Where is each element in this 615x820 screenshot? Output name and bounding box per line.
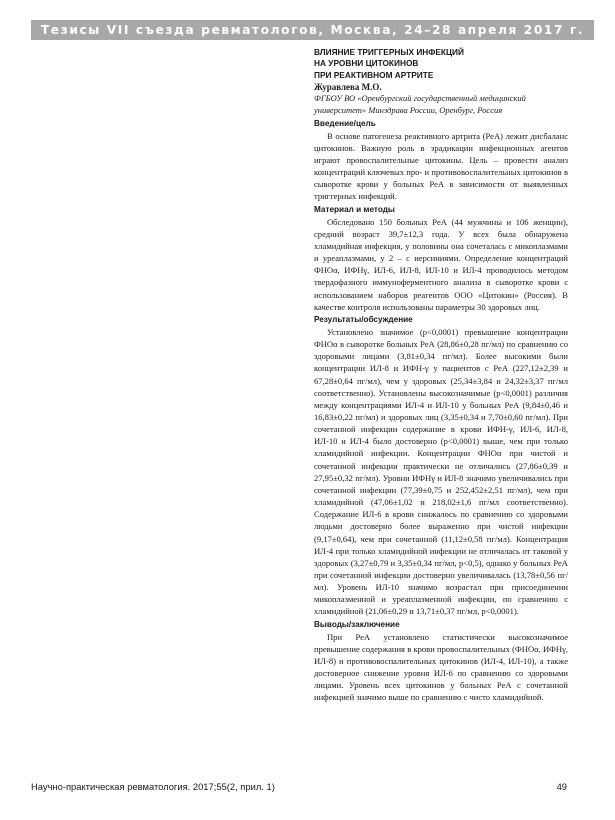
section-heading-intro: Введение/цель xyxy=(314,118,376,128)
author: Журавлева М.О. xyxy=(314,81,382,92)
section-conclusion-text: При РеА установлено статистически высокозначимое превышение содержания в крови провоспалительных (ФНОα, ИФНγ, ИЛ-8) и противовоспалительных цитокинов (ИЛ-4, ИЛ-10), а также достоверное снижение уровня ИЛ-6 по сравнению со здоровыми лицами. Уровень всех цитокинов у больных РеА с сочетанной инфекцией значимо выше по сравнению с чисто хламидийной. xyxy=(314,631,568,703)
abstract-column xyxy=(314,47,568,704)
journal-citation: Научно-практическая ревматология. 2017;55(2, прил. 1) xyxy=(31,781,275,792)
section-heading-results: Результаты/обсуждение xyxy=(314,314,413,324)
conference-banner: Тезисы VII съезда ревматологов, Москва, 24–28 апреля 2017 г. xyxy=(31,20,594,40)
section-results-text: Установлено значимое (р<0,0001) превышение концентрации ФНОα в сыворотке больных РеА (28,86±0,28 пг/мл) по сравнению со здоровыми лицами (3,81±0,34 пг/мл). Более высокими были концентрации ИЛ-8 и ИФН-γ у пациентов с РеА (227,12±2,39 и 67,28±0,64 пг/мл), чем у здоровых (25,34±3,84 и 24,32±3,37 пг/мл соответственно). Установлены высокозначимые (р<0,0001) различия между концентрациями ИЛ-4 и ИЛ-10 у больных РеА (9,84±0,46 и 16,83±0,22 пг/мл) и здоровых лиц (3,35±0,34 и 7,70±0,60 пг/мл). При сочетанной инфекции содержание в крови ИФН-γ, ИЛ-6, ИЛ-8, ИЛ-10 и ИЛ-4 было достоверно (р<0,0001) выше, чем при только хламидийной инфекции. Концентрации ФНОα при чистой и сочетанной инфекции практически не отличались (27,86±0,39 и 27,95±0,32 пг/мл). Уровни ИФНγ и ИЛ-8 значимо увеличивались при сочетанной инфекции (77,39±0,75 и 252,452±2,51 пг/мл), чем при хламидийной (47,06±1,02 и 218,02±1,6 пг/мл соответственно). Содержание ИЛ-6 в крови снижалось по сравнению со здоровыми людьми достоверно более выраженно при чистой инфекции (9,17±0,64), чем при сочетанной (11,12±0,58 пг/мл). Концентрация ИЛ-4 при только хламидийной инфекции не отличалась от таковой у здоровых (3,27±0,79 и 3,35±0,34 пг/мл, р<0,5), однако у больных РеА при сочетанной инфекции достоверно увеличивалась (13,78±0,56 пг/мл). Уровень ИЛ-10 значимо возрастал при присоединении микоплазменной и уреаплазменной инфекции, по сравнению с хламидийной (21,06±0,29 и 13,71±0,37 пг/мл, р<0,0001). xyxy=(314,326,568,617)
title-line: ПРИ РЕАКТИВНОМ АРТРИТЕ xyxy=(314,69,434,80)
page-number: 49 xyxy=(556,781,567,792)
page-footer xyxy=(31,781,567,793)
article-title xyxy=(314,47,568,81)
section-methods-text: Обследовано 150 больных РеА (44 мужчины и 106 женщин), средний возраст 39,7±12,3 года. У всех была обнаружена хламидийная инфекция, у половины она сочеталась с микоплазмами и уреаплазмами, у 2 – с иерсиниями. Определение концентраций ФНОα, ИФНγ, ИЛ-6, ИЛ-8, ИЛ-10 и ИЛ-4 проводилось методом твердофазного иммуноферментного анализа в сыворотке крови с использованием наборов реагентов ООО «Цитокин» (Россия). В качестве контроля использованы параметры 30 здоровых лиц. xyxy=(314,216,568,312)
section-heading-methods: Материал и методы xyxy=(314,204,395,214)
title-line: НА УРОВНИ ЦИТОКИНОВ xyxy=(314,58,419,69)
section-intro-text: В основе патогенеза реактивного артрита (РеА) лежит дисбаланс цитокинов. Важную роль в эрадикации инфекционных агентов играют провоспалительные цитокины. Цель – провести анализ концентраций ключевых про- и противовоспалительных цитокинов в сыворотке крови у больных РеА в зависимости от выявленных триггерных инфекций. xyxy=(314,130,568,202)
affiliation: ФГБОУ ВО «Оренбургский государственный медицинский университет» Минздрава России, Оренбург, Россия xyxy=(314,92,526,115)
title-line: ВЛИЯНИЕ ТРИГГЕРНЫХ ИНФЕКЦИЙ xyxy=(314,47,464,57)
section-heading-conclusion: Выводы/заключение xyxy=(314,619,400,629)
